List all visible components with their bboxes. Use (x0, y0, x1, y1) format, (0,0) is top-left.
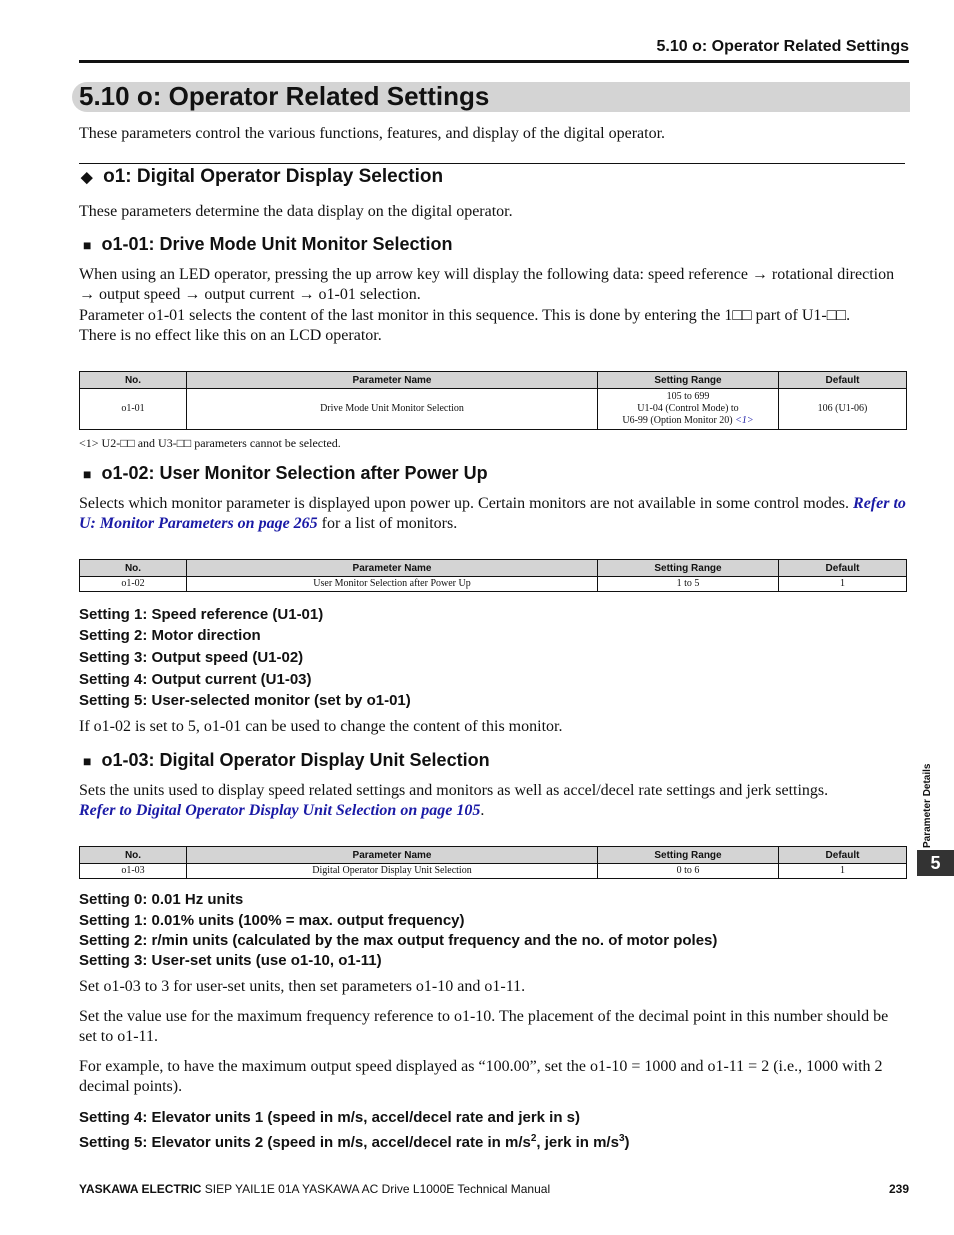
col-header-default: Default (779, 560, 907, 577)
setting5-text-b: , jerk in m/s (536, 1134, 619, 1151)
o103-parameter-table (79, 846, 907, 879)
setting5-superscript-2: 3 (618, 1133, 625, 1144)
o102-setting-3: Setting 3: Output speed (U1-02) (79, 649, 304, 666)
o103-setting-5 (79, 1129, 630, 1153)
chapter-tab[interactable]: 5 (917, 850, 954, 876)
o103-paragraph-2: Set o1-03 to 3 for user-set units, then set parameters o1-10 and o1-11. (79, 978, 526, 995)
cell-setting-range: 0 to 6 (598, 864, 779, 879)
cell-default: 106 (U1-06) (779, 389, 907, 430)
col-header-parameter-name: Parameter Name (187, 560, 598, 577)
range-line-3-text: U6-99 (Option Monitor 20) (622, 415, 733, 426)
section-intro: These parameters control the various functions, features, and display of the digital operator. (79, 125, 666, 142)
o102-paragraph-2: If o1-02 is set to 5, o1-01 can be used to change the content of this monitor. (79, 718, 563, 735)
o103-heading (83, 749, 490, 772)
o103-paragraph-1: Sets the units used to display speed related settings and monitors as well as accel/decel rate settings and jerk settings. (79, 782, 829, 799)
header-rule (79, 60, 909, 63)
monitor-parameters-link[interactable]: Refer to U: Monitor Parameters on page 265 (79, 495, 906, 532)
o103-setting-0: Setting 0: 0.01 Hz units (79, 891, 244, 908)
o101-heading-text: o1-01: Drive Mode Unit Monitor Selection (101, 234, 453, 254)
col-header-no: No. (80, 372, 187, 389)
footnote-marker: <1> (79, 436, 99, 450)
square-bullet-icon: ■ (83, 753, 92, 769)
setting5-text-c: ) (624, 1134, 630, 1151)
o103-link-tail: . (480, 802, 485, 819)
table-row (80, 389, 907, 430)
chapter-tab-label (922, 748, 934, 848)
col-header-setting-range: Setting Range (598, 847, 779, 864)
col-header-parameter-name: Parameter Name (187, 372, 598, 389)
table-row (80, 577, 907, 592)
o101-footnote (79, 436, 341, 451)
col-header-no: No. (80, 560, 187, 577)
cell-default: 1 (779, 864, 907, 879)
range-line-3 (600, 415, 776, 427)
cell-no: o1-01 (80, 389, 187, 430)
col-header-setting-range: Setting Range (598, 560, 779, 577)
cell-setting-range (598, 389, 779, 430)
o101-parameter-table (79, 371, 907, 430)
o102-setting-5: Setting 5: User-selected monitor (set by o1-01) (79, 692, 411, 709)
square-bullet-icon: ■ (83, 237, 92, 253)
o102-paragraph-1-text: Selects which monitor parameter is displayed upon power up. Certain monitors are not available in some control modes. (79, 495, 850, 512)
o103-paragraph-3: Set the value use for the maximum frequency reference to o1-10. The placement of the decimal point in this number should be set to o1-11. (79, 1008, 889, 1045)
o102-setting-2: Setting 2: Motor direction (79, 627, 261, 644)
footer-doc-title: SIEP YAIL1E 01A YASKAWA AC Drive L1000E Technical Manual (201, 1182, 551, 1196)
range-line-2: U1-04 (Control Mode) to (637, 403, 739, 414)
square-bullet-icon: ■ (83, 466, 92, 482)
section-title: 5.10 o: Operator Related Settings (79, 81, 490, 111)
cell-no: o1-02 (80, 577, 187, 592)
cell-no: o1-03 (80, 864, 187, 879)
display-unit-selection-link[interactable]: Refer to Digital Operator Display Unit Selection on page 105 (79, 802, 481, 819)
o102-paragraph-1-tail: for a list of monitors. (317, 515, 458, 532)
cell-default: 1 (779, 577, 907, 592)
col-header-parameter-name: Parameter Name (187, 847, 598, 864)
col-header-default: Default (779, 847, 907, 864)
o103-paragraph-4: For example, to have the maximum output speed displayed as “100.00”, set the o1-10 = 1000 and o1-11 = 2 (i.e., 1000 with 2 decimal points). (79, 1058, 883, 1095)
o101-paragraph-2: Parameter o1-01 selects the content of the last monitor in this sequence. This is done by entering the 1□□ part of U1-□□. There is no effect like this on an LCD operator. (79, 307, 851, 344)
o101-heading (83, 233, 453, 256)
col-header-default: Default (779, 372, 907, 389)
o103-heading-text: o1-03: Digital Operator Display Unit Selection (101, 750, 490, 770)
table-row (80, 864, 907, 879)
divider-rule (79, 163, 905, 164)
footer-brand: YASKAWA ELECTRIC (79, 1182, 202, 1196)
o102-parameter-table (79, 559, 907, 592)
setting5-text-a: Setting 5: Elevator units 2 (speed in m/s, accel/decel rate in m/s (79, 1134, 531, 1151)
o102-setting-1: Setting 1: Speed reference (U1-01) (79, 606, 324, 623)
o102-paragraph-1 (79, 494, 909, 534)
cell-parameter-name: User Monitor Selection after Power Up (187, 577, 598, 592)
o103-setting-3: Setting 3: User-set units (use o1-10, o1-11) (79, 952, 382, 969)
chapter-tab-label-text: Parameter Details (922, 763, 933, 848)
o103-setting-1: Setting 1: 0.01% units (100% = max. output frequency) (79, 912, 465, 929)
o102-setting-4: Setting 4: Output current (U1-03) (79, 671, 312, 688)
range-line-1: 105 to 699 (666, 391, 710, 402)
footnote-link[interactable]: <1> (735, 415, 754, 426)
col-header-no: No. (80, 847, 187, 864)
page-number: 239 (888, 1182, 909, 1196)
diamond-icon: ◆ (81, 169, 93, 186)
cell-parameter-name: Drive Mode Unit Monitor Selection (187, 389, 598, 430)
o103-link-line (79, 801, 905, 821)
o1-intro: These parameters determine the data display on the digital operator. (79, 203, 513, 220)
setting5-superscript-1: 2 (530, 1133, 537, 1144)
running-header: 5.10 o: Operator Related Settings (656, 38, 909, 55)
o102-heading (83, 462, 488, 485)
footnote-text: U2-□□ and U3-□□ parameters cannot be selected. (101, 436, 341, 450)
o101-paragraph-1: When using an LED operator, pressing the up arrow key will display the following data: speed reference → rotational direction → output speed → output current → o1-01 selection. (79, 266, 895, 303)
cell-parameter-name: Digital Operator Display Unit Selection (187, 864, 598, 879)
o1-heading-text: o1: Digital Operator Display Selection (103, 166, 444, 187)
o103-setting-4: Setting 4: Elevator units 1 (speed in m/s, accel/decel rate and jerk in s) (79, 1109, 581, 1126)
col-header-setting-range: Setting Range (598, 372, 779, 389)
o103-setting-2: Setting 2: r/min units (calculated by the max output frequency and the no. of motor poles) (79, 932, 718, 949)
o1-heading (81, 165, 443, 190)
o102-heading-text: o1-02: User Monitor Selection after Power Up (101, 463, 488, 483)
cell-setting-range: 1 to 5 (598, 577, 779, 592)
